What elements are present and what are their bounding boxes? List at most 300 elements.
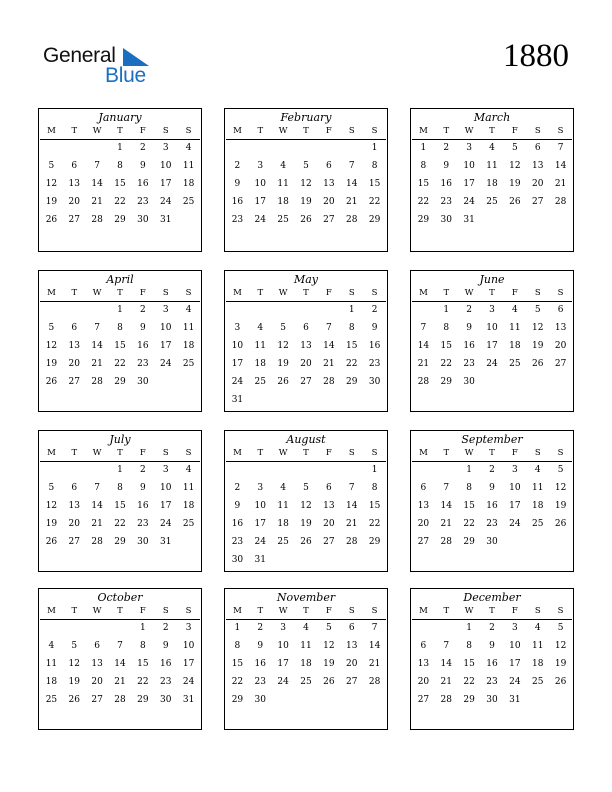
day-cell: 10 — [182, 641, 195, 651]
weekday-header — [40, 447, 200, 462]
day-cell: 17 — [159, 341, 172, 351]
day-cell: 16 — [231, 197, 244, 207]
empty-cell — [272, 464, 295, 482]
day-cell: 11 — [254, 341, 266, 351]
empty-cell — [340, 142, 363, 160]
day-cell: 28 — [554, 197, 567, 207]
weekday-label: F — [511, 606, 518, 616]
day-cell: 3 — [466, 143, 472, 153]
empty-cell — [295, 464, 318, 482]
day-cell: 31 — [231, 395, 244, 405]
day-cell: 30 — [137, 377, 149, 387]
day-cell: 29 — [114, 537, 126, 547]
day-cell: 13 — [417, 501, 430, 511]
day-cell: 29 — [114, 377, 126, 387]
weekday-label: T — [443, 288, 450, 298]
day-cell: 16 — [231, 519, 244, 529]
weekday-header — [412, 125, 572, 140]
day-cell: 25 — [45, 695, 58, 705]
day-cell: 25 — [531, 677, 544, 687]
day-cell: 4 — [303, 623, 309, 633]
day-cell: 5 — [511, 143, 518, 153]
day-cell: 18 — [509, 341, 521, 351]
weekday-label: T — [257, 126, 264, 136]
day-cell: 18 — [182, 341, 195, 351]
day-cell: 13 — [68, 179, 80, 189]
day-cell: 29 — [368, 537, 381, 547]
day-cell: 3 — [234, 323, 241, 333]
month-november — [224, 588, 388, 730]
day-cell: 9 — [139, 161, 146, 171]
day-cell: 30 — [440, 215, 452, 225]
day-cell: 9 — [234, 501, 241, 511]
day-cell: 21 — [114, 677, 126, 687]
day-cell: 23 — [486, 519, 498, 529]
weekday-label: T — [489, 126, 495, 136]
day-cell: 20 — [345, 659, 358, 669]
empty-cell — [317, 304, 340, 322]
day-cell: 10 — [159, 483, 172, 493]
day-cell: 7 — [94, 323, 100, 333]
day-grid — [225, 620, 387, 712]
weekday-label: T — [71, 606, 78, 616]
day-cell: 23 — [137, 359, 149, 369]
day-cell: 4 — [280, 483, 286, 493]
day-cell: 20 — [300, 359, 312, 369]
day-cell: 20 — [91, 677, 103, 687]
day-cell: 18 — [182, 179, 195, 189]
empty-cell — [272, 304, 295, 322]
day-cell: 5 — [557, 623, 564, 633]
day-cell: 3 — [162, 465, 169, 475]
month-july — [38, 430, 202, 572]
day-cell: 6 — [534, 143, 541, 153]
day-cell: 31 — [463, 215, 475, 225]
empty-cell — [435, 464, 458, 482]
day-cell: 3 — [162, 143, 169, 153]
empty-cell — [435, 622, 458, 640]
empty-cell — [109, 622, 132, 640]
day-cell: 27 — [91, 695, 103, 705]
day-cell: 5 — [534, 305, 541, 315]
day-cell: 27 — [300, 377, 312, 387]
weekday-label: T — [443, 448, 450, 458]
month-august — [224, 430, 388, 572]
weekday-label: F — [325, 606, 332, 616]
day-grid — [39, 620, 201, 712]
day-cell: 16 — [440, 179, 452, 189]
day-cell: 19 — [509, 179, 521, 189]
empty-cell — [40, 464, 63, 482]
day-cell: 27 — [345, 677, 358, 687]
weekday-label: S — [162, 606, 169, 616]
day-cell: 12 — [509, 161, 521, 171]
day-grid — [39, 302, 201, 394]
day-cell: 25 — [277, 537, 289, 547]
day-cell: 5 — [71, 641, 78, 651]
day-cell: 12 — [300, 179, 312, 189]
day-cell: 8 — [234, 641, 241, 651]
day-cell: 4 — [534, 623, 541, 633]
empty-cell — [86, 304, 109, 322]
day-cell: 7 — [94, 483, 100, 493]
day-cell: 14 — [323, 341, 335, 351]
weekday-label: S — [162, 126, 169, 136]
month-name: May — [293, 273, 319, 286]
day-cell: 29 — [345, 377, 358, 387]
day-cell: 16 — [368, 341, 381, 351]
day-cell: 3 — [511, 465, 518, 475]
day-cell: 29 — [417, 215, 430, 225]
day-cell: 22 — [137, 677, 149, 687]
day-cell: 29 — [440, 377, 452, 387]
day-cell: 16 — [137, 501, 149, 511]
day-cell: 18 — [182, 501, 195, 511]
empty-cell — [40, 142, 63, 160]
weekday-label: F — [325, 126, 332, 136]
day-cell: 14 — [345, 179, 358, 189]
day-cell: 8 — [371, 483, 378, 493]
day-cell: 24 — [463, 197, 475, 207]
day-cell: 30 — [137, 215, 149, 225]
day-cell: 16 — [463, 341, 475, 351]
empty-cell — [40, 304, 63, 322]
year-title: 1880 — [503, 38, 569, 74]
day-cell: 11 — [531, 641, 544, 651]
day-cell: 24 — [509, 677, 521, 687]
day-cell: 10 — [254, 501, 266, 511]
weekday-label: T — [303, 448, 309, 458]
day-cell: 2 — [139, 143, 146, 153]
weekday-label: F — [139, 288, 146, 298]
day-cell: 8 — [466, 641, 472, 651]
day-cell: 17 — [159, 501, 172, 511]
weekday-header — [412, 605, 572, 620]
day-cell: 29 — [114, 215, 126, 225]
day-cell: 9 — [489, 641, 495, 651]
day-cell: 12 — [68, 659, 80, 669]
weekday-label: S — [534, 606, 541, 616]
empty-cell — [412, 304, 435, 322]
day-cell: 13 — [300, 341, 312, 351]
day-cell: 22 — [368, 519, 381, 529]
day-cell: 6 — [348, 623, 355, 633]
day-cell: 28 — [323, 377, 335, 387]
empty-cell — [226, 142, 249, 160]
day-grid — [411, 462, 573, 554]
day-cell: 19 — [45, 519, 58, 529]
day-cell: 9 — [139, 483, 146, 493]
day-cell: 30 — [486, 537, 498, 547]
weekday-label: M — [233, 606, 242, 616]
day-cell: 19 — [68, 677, 80, 687]
weekday-header — [412, 447, 572, 462]
weekday-label: T — [443, 606, 450, 616]
day-cell: 18 — [45, 677, 58, 687]
day-cell: 9 — [257, 641, 264, 651]
day-cell: 8 — [466, 483, 472, 493]
day-cell: 17 — [254, 519, 266, 529]
day-cell: 5 — [325, 623, 332, 633]
day-cell: 23 — [231, 215, 244, 225]
day-cell: 9 — [139, 323, 146, 333]
day-cell: 16 — [159, 659, 172, 669]
day-cell: 26 — [509, 197, 521, 207]
day-cell: 5 — [557, 465, 564, 475]
day-cell: 10 — [159, 161, 172, 171]
weekday-label: S — [534, 288, 541, 298]
weekday-label: T — [303, 126, 309, 136]
weekday-header — [412, 287, 572, 302]
day-cell: 27 — [554, 359, 567, 369]
day-cell: 2 — [489, 465, 495, 475]
month-february — [224, 108, 388, 252]
day-cell: 5 — [48, 161, 55, 171]
weekday-label: M — [419, 288, 428, 298]
month-june — [410, 270, 574, 412]
day-cell: 17 — [486, 341, 498, 351]
day-cell: 2 — [162, 623, 169, 633]
day-cell: 11 — [182, 323, 195, 333]
weekday-label: S — [162, 288, 169, 298]
day-cell: 20 — [417, 677, 430, 687]
weekday-label: M — [47, 606, 56, 616]
day-cell: 12 — [45, 501, 58, 511]
day-cell: 19 — [554, 501, 567, 511]
day-cell: 22 — [345, 359, 358, 369]
day-cell: 17 — [277, 659, 289, 669]
day-cell: 12 — [554, 641, 567, 651]
weekday-label: S — [371, 448, 378, 458]
day-cell: 20 — [417, 519, 430, 529]
day-cell: 24 — [159, 197, 172, 207]
day-cell: 25 — [254, 377, 266, 387]
day-cell: 24 — [254, 215, 266, 225]
day-cell: 1 — [234, 623, 241, 633]
day-cell: 3 — [257, 161, 264, 171]
day-cell: 19 — [323, 659, 335, 669]
weekday-label: F — [511, 448, 518, 458]
day-cell: 19 — [531, 341, 544, 351]
day-cell: 17 — [231, 359, 244, 369]
day-cell: 28 — [440, 537, 452, 547]
day-cell: 6 — [303, 323, 309, 333]
day-cell: 29 — [463, 537, 475, 547]
month-march — [410, 108, 574, 252]
day-cell: 6 — [71, 161, 78, 171]
day-cell: 24 — [254, 537, 266, 547]
day-cell: 14 — [440, 501, 452, 511]
day-cell: 19 — [277, 359, 289, 369]
day-cell: 6 — [420, 483, 427, 493]
day-cell: 19 — [554, 659, 567, 669]
month-name: February — [280, 111, 332, 124]
weekday-header — [226, 447, 386, 462]
day-cell: 21 — [91, 197, 103, 207]
day-cell: 14 — [440, 659, 452, 669]
day-cell: 22 — [114, 519, 126, 529]
empty-cell — [86, 142, 109, 160]
day-cell: 19 — [300, 519, 312, 529]
day-cell: 13 — [417, 659, 430, 669]
month-april — [38, 270, 202, 412]
brand-word-general: General — [43, 44, 116, 67]
day-grid — [411, 140, 573, 232]
month-name: July — [109, 433, 131, 446]
day-cell: 27 — [417, 695, 430, 705]
day-cell: 6 — [325, 161, 332, 171]
day-cell: 8 — [443, 323, 450, 333]
day-cell: 21 — [91, 519, 103, 529]
day-cell: 25 — [300, 677, 312, 687]
brand-word-blue: Blue — [105, 64, 146, 87]
weekday-label: T — [257, 606, 264, 616]
day-cell: 13 — [323, 501, 335, 511]
month-january — [38, 108, 202, 252]
weekday-label: W — [278, 448, 288, 458]
month-october — [38, 588, 202, 730]
month-name: June — [479, 273, 505, 286]
weekday-label: T — [303, 606, 309, 616]
day-cell: 1 — [466, 465, 472, 475]
empty-cell — [272, 142, 295, 160]
day-cell: 2 — [257, 623, 264, 633]
day-cell: 1 — [443, 305, 450, 315]
day-cell: 11 — [182, 161, 195, 171]
day-cell: 13 — [554, 323, 567, 333]
weekday-label: T — [489, 448, 495, 458]
day-cell: 7 — [557, 143, 564, 153]
weekday-label: S — [557, 126, 564, 136]
day-cell: 15 — [440, 341, 452, 351]
day-cell: 27 — [323, 215, 335, 225]
day-cell: 21 — [368, 659, 381, 669]
day-cell: 24 — [182, 677, 195, 687]
day-cell: 30 — [486, 695, 498, 705]
day-cell: 8 — [348, 323, 355, 333]
day-cell: 12 — [300, 501, 312, 511]
weekday-label: S — [162, 448, 169, 458]
day-cell: 25 — [182, 197, 195, 207]
day-cell: 22 — [440, 359, 452, 369]
weekday-label: S — [534, 448, 541, 458]
weekday-label: M — [419, 126, 428, 136]
day-cell: 14 — [114, 659, 126, 669]
day-cell: 1 — [466, 623, 472, 633]
day-cell: 21 — [345, 519, 358, 529]
day-cell: 15 — [463, 501, 475, 511]
day-cell: 26 — [323, 677, 335, 687]
weekday-label: W — [92, 606, 102, 616]
empty-cell — [412, 464, 435, 482]
day-cell: 25 — [182, 519, 195, 529]
empty-cell — [295, 142, 318, 160]
day-cell: 25 — [182, 359, 195, 369]
weekday-label: W — [464, 448, 474, 458]
day-cell: 7 — [94, 161, 100, 171]
day-cell: 7 — [371, 623, 378, 633]
day-cell: 2 — [443, 143, 450, 153]
day-cell: 27 — [68, 377, 80, 387]
day-cell: 26 — [300, 215, 312, 225]
day-cell: 2 — [489, 623, 495, 633]
empty-cell — [249, 464, 272, 482]
day-cell: 13 — [323, 179, 335, 189]
day-cell: 28 — [91, 537, 103, 547]
day-cell: 17 — [254, 197, 266, 207]
day-cell: 7 — [443, 641, 450, 651]
month-december — [410, 588, 574, 730]
day-cell: 22 — [231, 677, 244, 687]
weekday-label: S — [348, 606, 355, 616]
day-cell: 28 — [345, 215, 358, 225]
day-cell: 8 — [117, 323, 123, 333]
day-cell: 28 — [345, 537, 358, 547]
day-cell: 5 — [303, 483, 309, 493]
day-cell: 12 — [554, 483, 567, 493]
day-cell: 2 — [371, 305, 378, 315]
empty-cell — [412, 622, 435, 640]
day-cell: 22 — [417, 197, 430, 207]
day-cell: 24 — [486, 359, 498, 369]
day-cell: 15 — [463, 659, 475, 669]
day-cell: 3 — [162, 305, 169, 315]
empty-cell — [40, 622, 63, 640]
day-cell: 9 — [466, 323, 472, 333]
weekday-label: S — [348, 126, 355, 136]
day-cell: 21 — [323, 359, 335, 369]
weekday-label: W — [278, 288, 288, 298]
empty-cell — [86, 464, 109, 482]
day-cell: 4 — [48, 641, 55, 651]
day-cell: 27 — [531, 197, 544, 207]
weekday-label: F — [325, 288, 332, 298]
day-cell: 8 — [117, 483, 123, 493]
empty-cell — [295, 304, 318, 322]
weekday-label: F — [511, 126, 518, 136]
day-cell: 26 — [554, 519, 567, 529]
day-cell: 4 — [489, 143, 495, 153]
day-cell: 7 — [443, 483, 450, 493]
weekday-header — [40, 287, 200, 302]
weekday-label: M — [47, 288, 56, 298]
day-cell: 22 — [463, 519, 475, 529]
empty-cell — [226, 464, 249, 482]
day-cell: 26 — [68, 695, 80, 705]
day-cell: 18 — [277, 519, 289, 529]
day-cell: 28 — [91, 377, 103, 387]
day-cell: 23 — [254, 677, 266, 687]
day-cell: 15 — [368, 179, 381, 189]
month-name: August — [286, 433, 326, 446]
day-cell: 27 — [323, 537, 335, 547]
empty-cell — [317, 464, 340, 482]
weekday-label: S — [185, 288, 192, 298]
day-cell: 7 — [325, 323, 332, 333]
month-name: October — [97, 591, 143, 604]
weekday-label: S — [557, 606, 564, 616]
day-cell: 25 — [509, 359, 521, 369]
day-cell: 5 — [303, 161, 309, 171]
weekday-label: S — [557, 288, 564, 298]
empty-cell — [63, 304, 86, 322]
day-cell: 16 — [486, 659, 498, 669]
day-cell: 23 — [137, 197, 149, 207]
day-cell: 23 — [137, 519, 149, 529]
day-cell: 3 — [185, 623, 192, 633]
day-cell: 15 — [114, 341, 126, 351]
day-cell: 15 — [137, 659, 149, 669]
